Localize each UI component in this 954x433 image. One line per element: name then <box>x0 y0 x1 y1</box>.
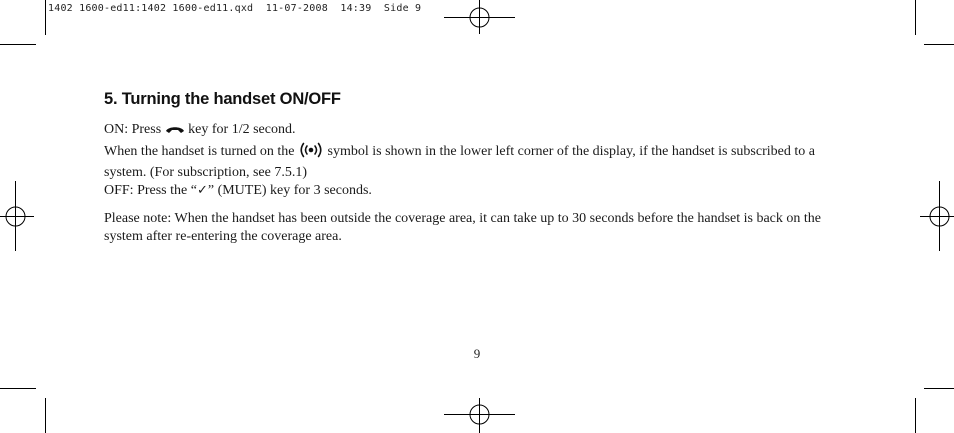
registration-mark-right <box>920 181 954 251</box>
on-text-prefix: ON: Press <box>104 122 165 137</box>
line2-suffix: symbol is shown in the lower left corner of the display, if the handset is subscribed to a system. (For subscription, see 7.5.1) <box>104 143 815 180</box>
off-text-prefix: OFF: Press the “ <box>104 183 197 198</box>
antenna-signal-icon <box>298 141 324 165</box>
registration-mark-bottom <box>444 398 515 433</box>
page-number: 9 <box>473 346 481 361</box>
on-text-suffix: key for 1/2 second. <box>184 122 296 137</box>
print-slug: 1402 1600-ed11:1402 1600-ed11.qxd 11-07-2008 14:39 Side 9 <box>48 3 422 14</box>
paragraph-off <box>104 182 854 200</box>
line2-prefix: When the handset is turned on the <box>104 143 299 159</box>
paragraph-on <box>104 121 854 182</box>
handset-key-icon <box>165 123 185 141</box>
paragraph-note: Please note: When the handset has been outside the coverage area, it can take up to 30 seconds before the handset is back on the system after re-entering the coverage area. <box>104 211 821 244</box>
check-icon: ✓ <box>196 183 208 198</box>
off-text-suffix: ” (MUTE) key for 3 seconds. <box>207 183 372 198</box>
section-heading: 5. Turning the handset ON/OFF <box>104 90 341 108</box>
registration-mark-left <box>0 181 34 251</box>
registration-mark-top <box>444 0 515 34</box>
